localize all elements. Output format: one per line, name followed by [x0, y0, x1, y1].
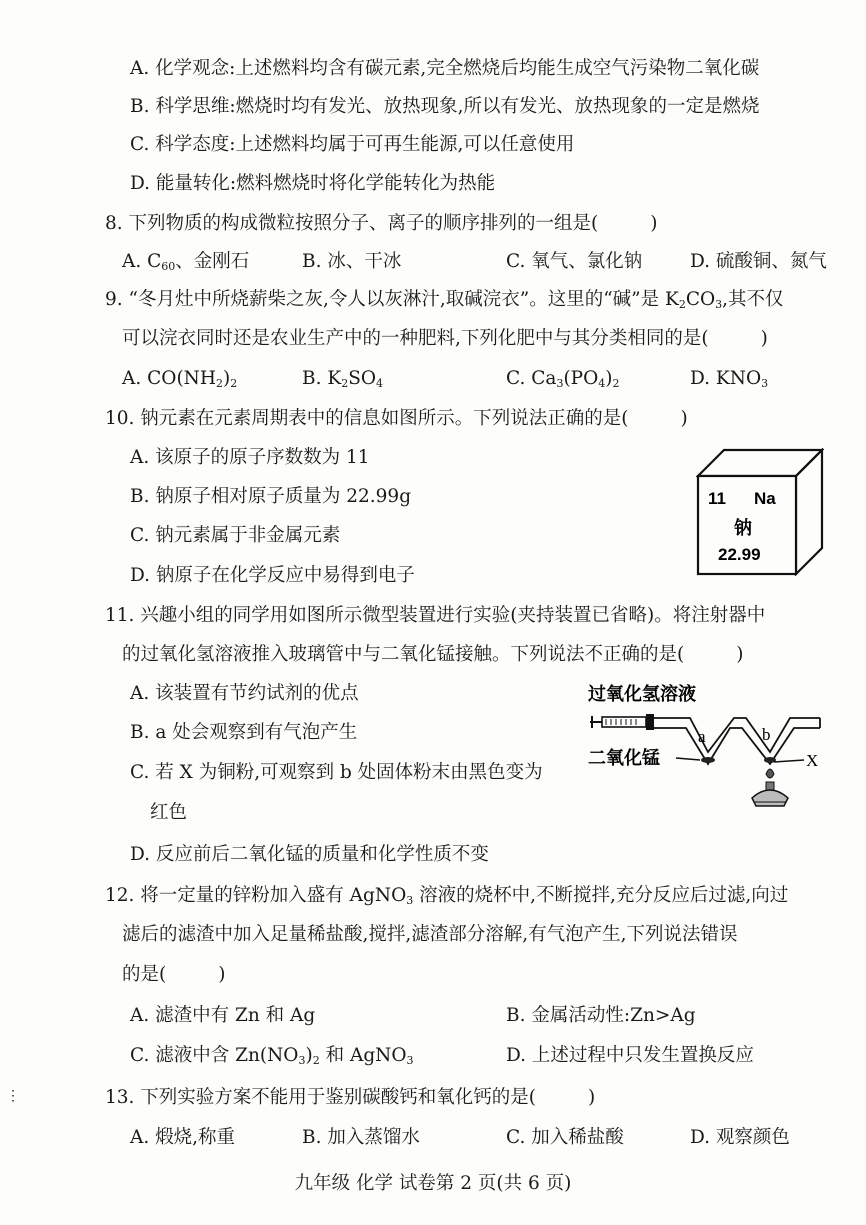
- q10-option-a: A. 该原子的原子序数数为 11: [130, 447, 370, 468]
- label-x: X: [806, 751, 819, 770]
- q9-option-a: A. $CO(NH_2)_2$: [122, 368, 238, 390]
- label-a: a: [698, 727, 706, 746]
- q8-option-c: C. 氧气、氯化钠: [506, 251, 643, 272]
- q10-option-c: C. 钠元素属于非金属元素: [130, 525, 341, 546]
- q12-stem-line1: 12. 将一定量的锌粉加入盛有 AgNO$_3$ 溶液的烧杯中,不断搅拌,充分反应后过滤,向过: [105, 885, 789, 907]
- q12-option-d: D. 上述过程中只发生置换反应: [506, 1045, 754, 1066]
- q11-option-d: D. 反应前后二氧化锰的质量和化学性质不变: [130, 844, 489, 865]
- q9-option-b: B. $K_2SO_4$: [302, 368, 384, 390]
- q13-option-d: D. 观察颜色: [690, 1127, 790, 1148]
- q10-option-d: D. 钠原子在化学反应中易得到电子: [130, 565, 415, 586]
- q12-option-a: A. 滤渣中有 Zn 和 Ag: [130, 1005, 316, 1026]
- q10-option-b: B. 钠原子相对原子质量为 22.99g: [130, 486, 412, 507]
- margin-mark: ⋮: [6, 1088, 20, 1104]
- q11-option-c-cont: 红色: [150, 802, 188, 823]
- atomic-mass: 22.99: [718, 545, 761, 564]
- q9-stem-line2: 可以浣衣同时还是农业生产中的一种肥料,下列化肥中与其分类相同的是( ): [122, 328, 768, 349]
- q9-option-d: D. $KNO_3$: [690, 368, 769, 390]
- q13-option-c: C. 加入稀盐酸: [506, 1127, 624, 1148]
- q12-stem-line2: 滤后的滤渣中加入足量稀盐酸,搅拌,滤渣部分溶解,有气泡产生,下列说法错误: [122, 924, 738, 945]
- label-manganese-dioxide: 二氧化锰: [588, 748, 660, 769]
- label-b: b: [762, 725, 771, 744]
- label-hydrogen-peroxide: 过氧化氢溶液: [588, 684, 696, 705]
- q8-stem: 8. 下列物质的构成微粒按照分子、离子的顺序排列的一组是( ): [105, 213, 658, 234]
- q11-stem-line1: 11. 兴趣小组的同学用如图所示微型装置进行实验(夹持装置已省略)。将注射器中: [105, 605, 766, 626]
- q9-option-c: C. $Ca_3(PO_4)_2$: [506, 368, 620, 390]
- q13-stem: 13. 下列实验方案不能用于鉴别碳酸钙和氧化钙的是( ): [105, 1087, 596, 1108]
- q7-option-c: C. 科学态度:上述燃料均属于可再生能源,可以任意使用: [130, 134, 575, 155]
- q7-option-d: D. 能量转化:燃料燃烧时将化学能转化为热能: [130, 173, 496, 194]
- q11-option-c: C. 若 X 为铜粉,可观察到 b 处固体粉末由黑色变为: [130, 762, 543, 783]
- glass-tube: [654, 718, 820, 764]
- syringe-icon: [590, 714, 654, 730]
- page-footer: 九年级 化学 试卷第 2 页(共 6 页): [294, 1173, 572, 1194]
- alcohol-lamp-icon: [752, 769, 788, 806]
- q8-option-a: A. $C_{60}$、金刚石: [122, 251, 250, 273]
- q8-option-b: B. 冰、干冰: [302, 251, 402, 272]
- q12-option-b: B. 金属活动性:Zn>Ag: [506, 1005, 696, 1026]
- manganese-dioxide-powder: [701, 757, 715, 763]
- element-name: 钠: [734, 518, 752, 539]
- q13-option-b: B. 加入蒸馏水: [302, 1127, 420, 1148]
- sodium-periodic-table-cell: [696, 448, 824, 576]
- element-symbol: Na: [754, 489, 776, 508]
- q7-option-b: B. 科学思维:燃烧时均有发光、放热现象,所以有发光、放热现象的一定是燃烧: [130, 96, 760, 117]
- q8-option-d: D. 硫酸铜、氮气: [690, 251, 827, 272]
- q11-stem-line2: 的过氧化氢溶液推入玻璃管中与二氧化锰接触。下列说法不正确的是( ): [122, 644, 744, 665]
- micro-reaction-apparatus-diagram: [580, 678, 850, 818]
- q7-option-a: A. 化学观念:上述燃料均含有碳元素,完全燃烧后均能生成空气污染物二氧化碳: [130, 58, 760, 79]
- q12-stem-line3: 的是( ): [122, 964, 226, 985]
- q11-option-a: A. 该装置有节约试剂的优点: [130, 683, 359, 704]
- atomic-number: 11: [708, 489, 726, 508]
- q10-stem: 10. 钠元素在元素周期表中的信息如图所示。下列说法正确的是( ): [105, 408, 688, 429]
- q12-option-c: C. 滤液中含 $Zn(NO_3)_2$ 和 AgNO$_3$: [130, 1045, 414, 1067]
- q13-option-a: A. 煅烧,称重: [130, 1127, 236, 1148]
- q9-stem-line1: 9. “冬月灶中所烧薪柴之灰,令人以灰淋汁,取碱浣衣”。这里的“碱”是 $K_2CO_3$,其不仅: [105, 289, 784, 311]
- q11-option-b: B. a 处会观察到有气泡产生: [130, 722, 358, 743]
